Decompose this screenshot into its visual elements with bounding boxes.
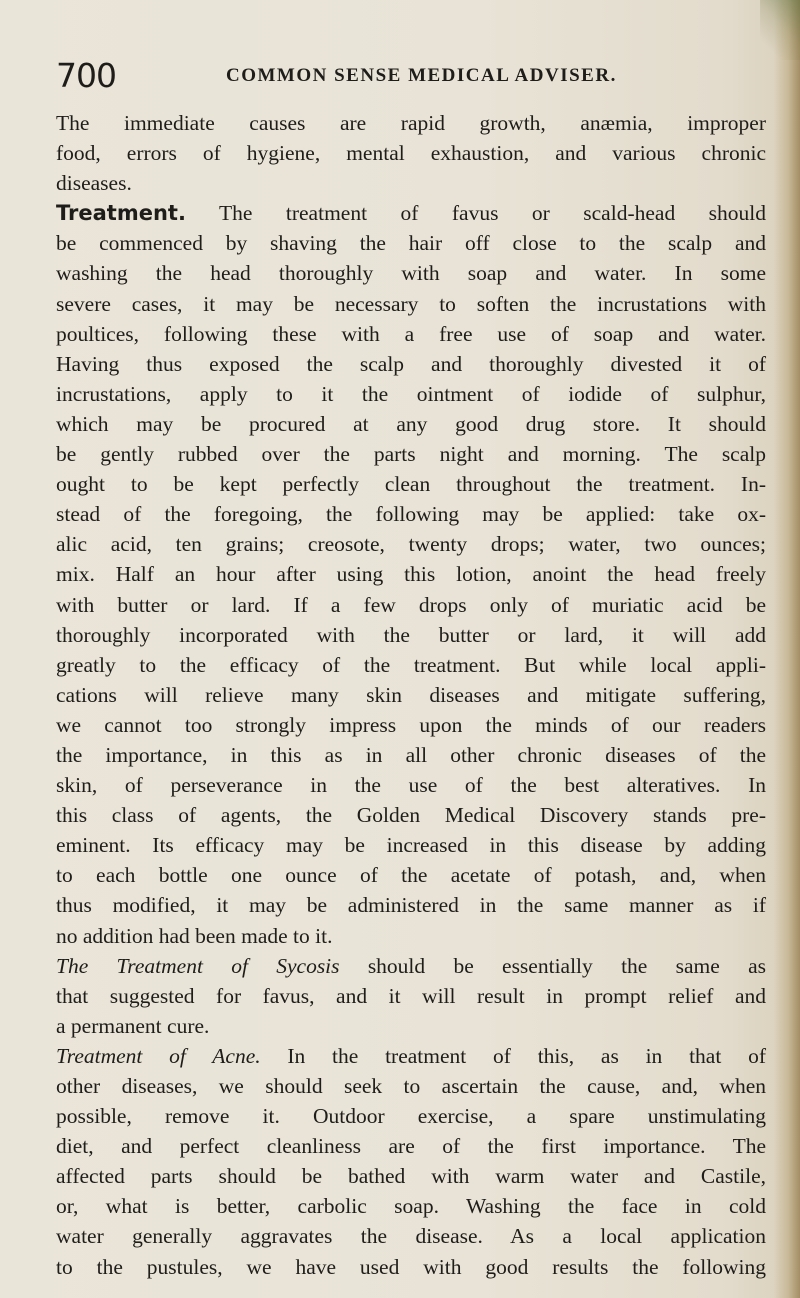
page-number: 700: [56, 56, 116, 95]
text-line: possible, remove it. Outdoor exercise, a spare unstimulating: [56, 1104, 766, 1129]
text-line: thus modified, it may be administered in the same manner as if: [56, 893, 766, 918]
text-line: be gently rubbed over the parts night and morning. The scalp: [56, 442, 766, 467]
text-line: cations will relieve many skin diseases and mitigate suffering,: [56, 682, 766, 707]
section-heading-acne: Treatment of Acne.: [56, 1043, 261, 1068]
text-line: ought to be kept perfectly clean throughout the treatment. In-: [56, 472, 766, 497]
text-line: we cannot too strongly impress upon the minds of our readers: [56, 712, 766, 737]
text-line: thoroughly incorporated with the butter or lard, it will add: [56, 622, 766, 647]
text-line: a permanent cure.: [56, 1013, 210, 1038]
section-heading-sycosis: The Treatment of Sycosis: [56, 953, 340, 978]
text-line: that suggested for favus, and it will result in prompt relief and: [56, 983, 766, 1008]
text-line: be commenced by shaving the hair off close to the scalp and: [56, 231, 766, 256]
text-line: greatly to the efficacy of the treatment. But while local appli-: [56, 652, 766, 677]
text-line: stead of the foregoing, the following may be applied: take ox-: [56, 502, 766, 527]
text-line: with butter or lard. If a few drops only of muriatic acid be: [56, 592, 766, 617]
page-header: [56, 56, 756, 96]
text-line: no addition had been made to it.: [56, 923, 333, 948]
text-line: alic acid, ten grains; creosote, twenty drops; water, two ounces;: [56, 532, 766, 557]
section-heading-treatment: Treatment.: [56, 201, 186, 226]
text-line: Having thus exposed the scalp and thoroughly divested it of: [56, 351, 766, 376]
text-line: to each bottle one ounce of the acetate of potash, and, when: [56, 863, 766, 888]
text-line: poultices, following these with a free use of soap and water.: [56, 321, 766, 346]
text-line: diet, and perfect cleanliness are of the first importance. The: [56, 1134, 766, 1159]
text-line: skin, of perseverance in the use of the best alteratives. In: [56, 773, 766, 798]
text-line: The immediate causes are rapid growth, anæmia, improper: [56, 111, 766, 135]
text-line: the importance, in this as in all other chronic diseases of the: [56, 742, 766, 767]
text-line: incrustations, apply to it the ointment of iodide of sulphur,: [56, 381, 766, 406]
body-text: [56, 108, 766, 1282]
text-line: food, errors of hygiene, mental exhaustion, and various chronic: [56, 141, 766, 166]
text-line: severe cases, it may be necessary to soften the incrustations with: [56, 291, 766, 316]
running-head: COMMON SENSE MEDICAL ADVISER.: [226, 65, 617, 86]
text-line: which may be procured at any good drug store. It should: [56, 411, 766, 436]
text-line: Treatment. The treatment of favus or scald-head should: [56, 201, 766, 226]
text-line: or, what is better, carbolic soap. Washing the face in cold: [56, 1194, 766, 1219]
text-line: to the pustules, we have used with good results the following: [56, 1254, 766, 1279]
text-line: Treatment of Acne. In the treatment of this, as in that of: [56, 1043, 766, 1068]
text-line: The Treatment of Sycosis should be essentially the same as: [56, 953, 766, 978]
page-edge-shadow: [774, 0, 800, 1298]
text-line: washing the head thoroughly with soap and water. In some: [56, 261, 766, 286]
text-line: mix. Half an hour after using this lotion, anoint the head freely: [56, 562, 766, 587]
text-line: other diseases, we should seek to ascertain the cause, and, when: [56, 1074, 766, 1098]
text-line: affected parts should be bathed with warm water and Castile,: [56, 1164, 766, 1189]
text-line: water generally aggravates the disease. As a local application: [56, 1224, 766, 1249]
text-line: eminent. Its efficacy may be increased in this disease by adding: [56, 833, 766, 858]
text-line: this class of agents, the Golden Medical Discovery stands pre-: [56, 803, 766, 828]
text-line: diseases.: [56, 171, 132, 196]
page-corner-stain: [760, 0, 800, 60]
